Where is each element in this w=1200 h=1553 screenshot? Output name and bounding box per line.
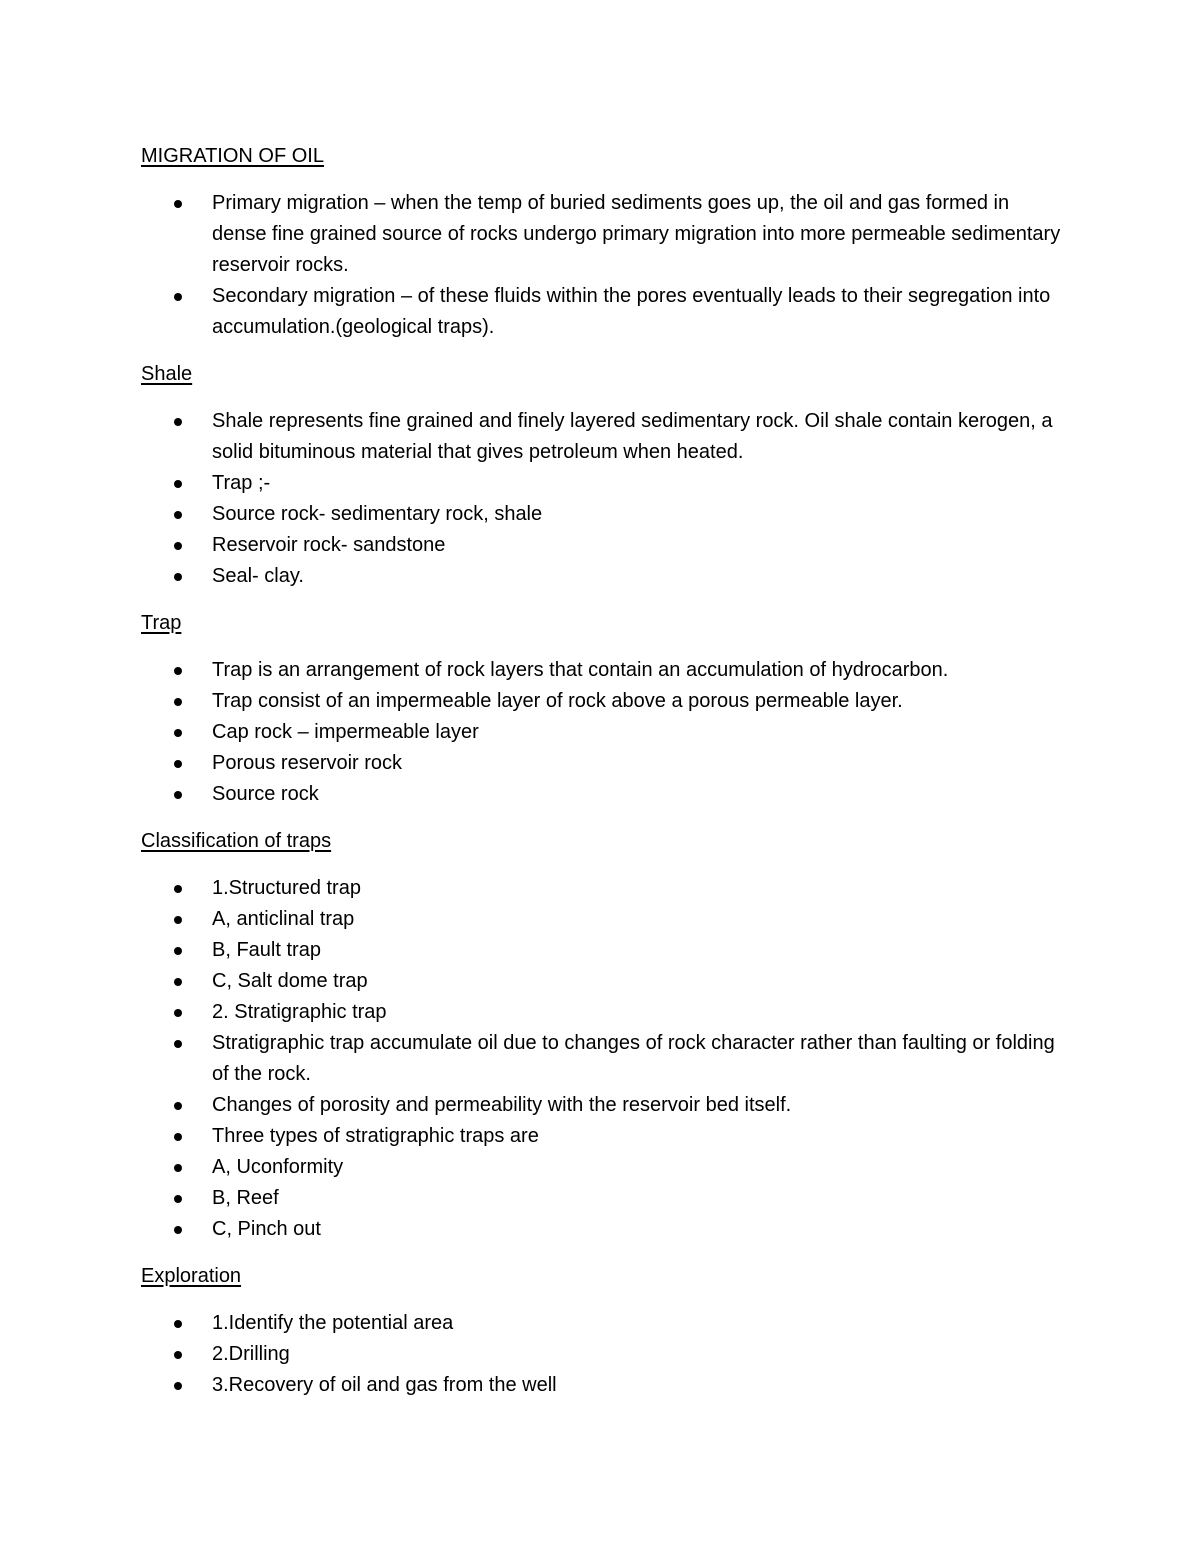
list-item-text: Changes of porosity and permeability with the reservoir bed itself.	[212, 1094, 792, 1116]
bullet-icon	[174, 418, 182, 426]
list-item	[141, 966, 1061, 997]
list-item-text: Source rock- sedimentary rock, shale	[212, 503, 543, 525]
list-item	[141, 655, 1061, 686]
list-item-text: 2. Stratigraphic trap	[212, 1001, 387, 1023]
bullet-icon	[174, 1009, 182, 1017]
list-item	[141, 904, 1061, 935]
list-item-text: A, Uconformity	[212, 1156, 344, 1178]
bullet-icon	[174, 1351, 182, 1359]
list-item	[141, 935, 1061, 966]
bullet-icon	[174, 729, 182, 737]
bullet-icon	[174, 1382, 182, 1390]
bullet-icon	[174, 978, 182, 986]
list-item-text: Seal- clay.	[212, 565, 304, 587]
section-heading: Exploration	[141, 1265, 242, 1287]
bullet-icon	[174, 1320, 182, 1328]
bullet-icon	[174, 480, 182, 488]
list-item-text: C, Pinch out	[212, 1218, 321, 1240]
section-heading: Trap	[141, 612, 182, 634]
list-item-text: Primary migration – when the temp of buried sediments goes up, the oil and gas formed in dense fine grained source of rocks undergo primary migration into more permeable sedimentary reservoir rocks.	[212, 192, 1061, 276]
list-item-text: Three types of stratigraphic traps are	[212, 1125, 539, 1147]
list-item	[141, 1028, 1061, 1090]
section-trap	[141, 608, 1061, 810]
list-item-text: Reservoir rock- sandstone	[212, 534, 446, 556]
bullet-icon	[174, 293, 182, 301]
bullet-list	[141, 655, 1061, 810]
bullet-icon	[174, 542, 182, 550]
list-item-text: Trap ;-	[212, 472, 271, 494]
list-item-text: B, Reef	[212, 1187, 279, 1209]
list-item	[141, 1152, 1061, 1183]
document-content	[141, 141, 1061, 1417]
list-item	[141, 779, 1061, 810]
bullet-icon	[174, 698, 182, 706]
bullet-list	[141, 1308, 1061, 1401]
section-classification-of-traps	[141, 826, 1061, 1245]
list-item-text: Trap is an arrangement of rock layers that contain an accumulation of hydrocarbon.	[212, 659, 949, 681]
list-item	[141, 686, 1061, 717]
list-item-text: Shale represents fine grained and finely layered sedimentary rock. Oil shale contain kerogen, a solid bituminous material that gives petroleum when heated.	[212, 410, 1053, 463]
list-item-text: 1.Identify the potential area	[212, 1312, 454, 1334]
list-item	[141, 530, 1061, 561]
bullet-icon	[174, 1102, 182, 1110]
bullet-icon	[174, 1195, 182, 1203]
list-item	[141, 997, 1061, 1028]
bullet-icon	[174, 1040, 182, 1048]
bullet-icon	[174, 885, 182, 893]
list-item-text: 1.Structured trap	[212, 877, 361, 899]
list-item	[141, 1339, 1061, 1370]
list-item	[141, 188, 1061, 281]
list-item	[141, 561, 1061, 592]
list-item	[141, 873, 1061, 904]
list-item-text: Trap consist of an impermeable layer of rock above a porous permeable layer.	[212, 690, 903, 712]
bullet-icon	[174, 511, 182, 519]
bullet-icon	[174, 200, 182, 208]
bullet-list	[141, 873, 1061, 1245]
section-shale	[141, 359, 1061, 592]
list-item-text: A, anticlinal trap	[212, 908, 355, 930]
bullet-list	[141, 406, 1061, 592]
list-item	[141, 281, 1061, 343]
bullet-icon	[174, 791, 182, 799]
list-item	[141, 717, 1061, 748]
section-heading: MIGRATION OF OIL	[141, 145, 324, 167]
section-migration-of-oil	[141, 141, 1061, 343]
section-heading: Classification of traps	[141, 830, 332, 852]
list-item	[141, 1121, 1061, 1152]
bullet-icon	[174, 667, 182, 675]
section-heading: Shale	[141, 363, 193, 385]
bullet-icon	[174, 1226, 182, 1234]
list-item	[141, 468, 1061, 499]
list-item	[141, 1090, 1061, 1121]
list-item	[141, 406, 1061, 468]
bullet-icon	[174, 573, 182, 581]
list-item-text: Source rock	[212, 783, 319, 805]
list-item	[141, 1370, 1061, 1401]
bullet-icon	[174, 916, 182, 924]
section-exploration	[141, 1261, 1061, 1401]
bullet-list	[141, 188, 1061, 343]
list-item	[141, 748, 1061, 779]
list-item-text: B, Fault trap	[212, 939, 321, 961]
bullet-icon	[174, 1133, 182, 1141]
list-item	[141, 1183, 1061, 1214]
list-item-text: Secondary migration – of these fluids within the pores eventually leads to their segregation into accumulation.(geological traps).	[212, 285, 1051, 338]
bullet-icon	[174, 947, 182, 955]
list-item-text: 3.Recovery of oil and gas from the well	[212, 1374, 557, 1396]
list-item	[141, 1214, 1061, 1245]
bullet-icon	[174, 1164, 182, 1172]
bullet-icon	[174, 760, 182, 768]
list-item	[141, 1308, 1061, 1339]
list-item-text: Porous reservoir rock	[212, 752, 403, 774]
list-item-text: C, Salt dome trap	[212, 970, 368, 992]
list-item-text: Cap rock – impermeable layer	[212, 721, 479, 743]
list-item-text: Stratigraphic trap accumulate oil due to changes of rock character rather than faulting or folding of the rock.	[212, 1032, 1055, 1085]
list-item-text: 2.Drilling	[212, 1343, 290, 1365]
list-item	[141, 499, 1061, 530]
